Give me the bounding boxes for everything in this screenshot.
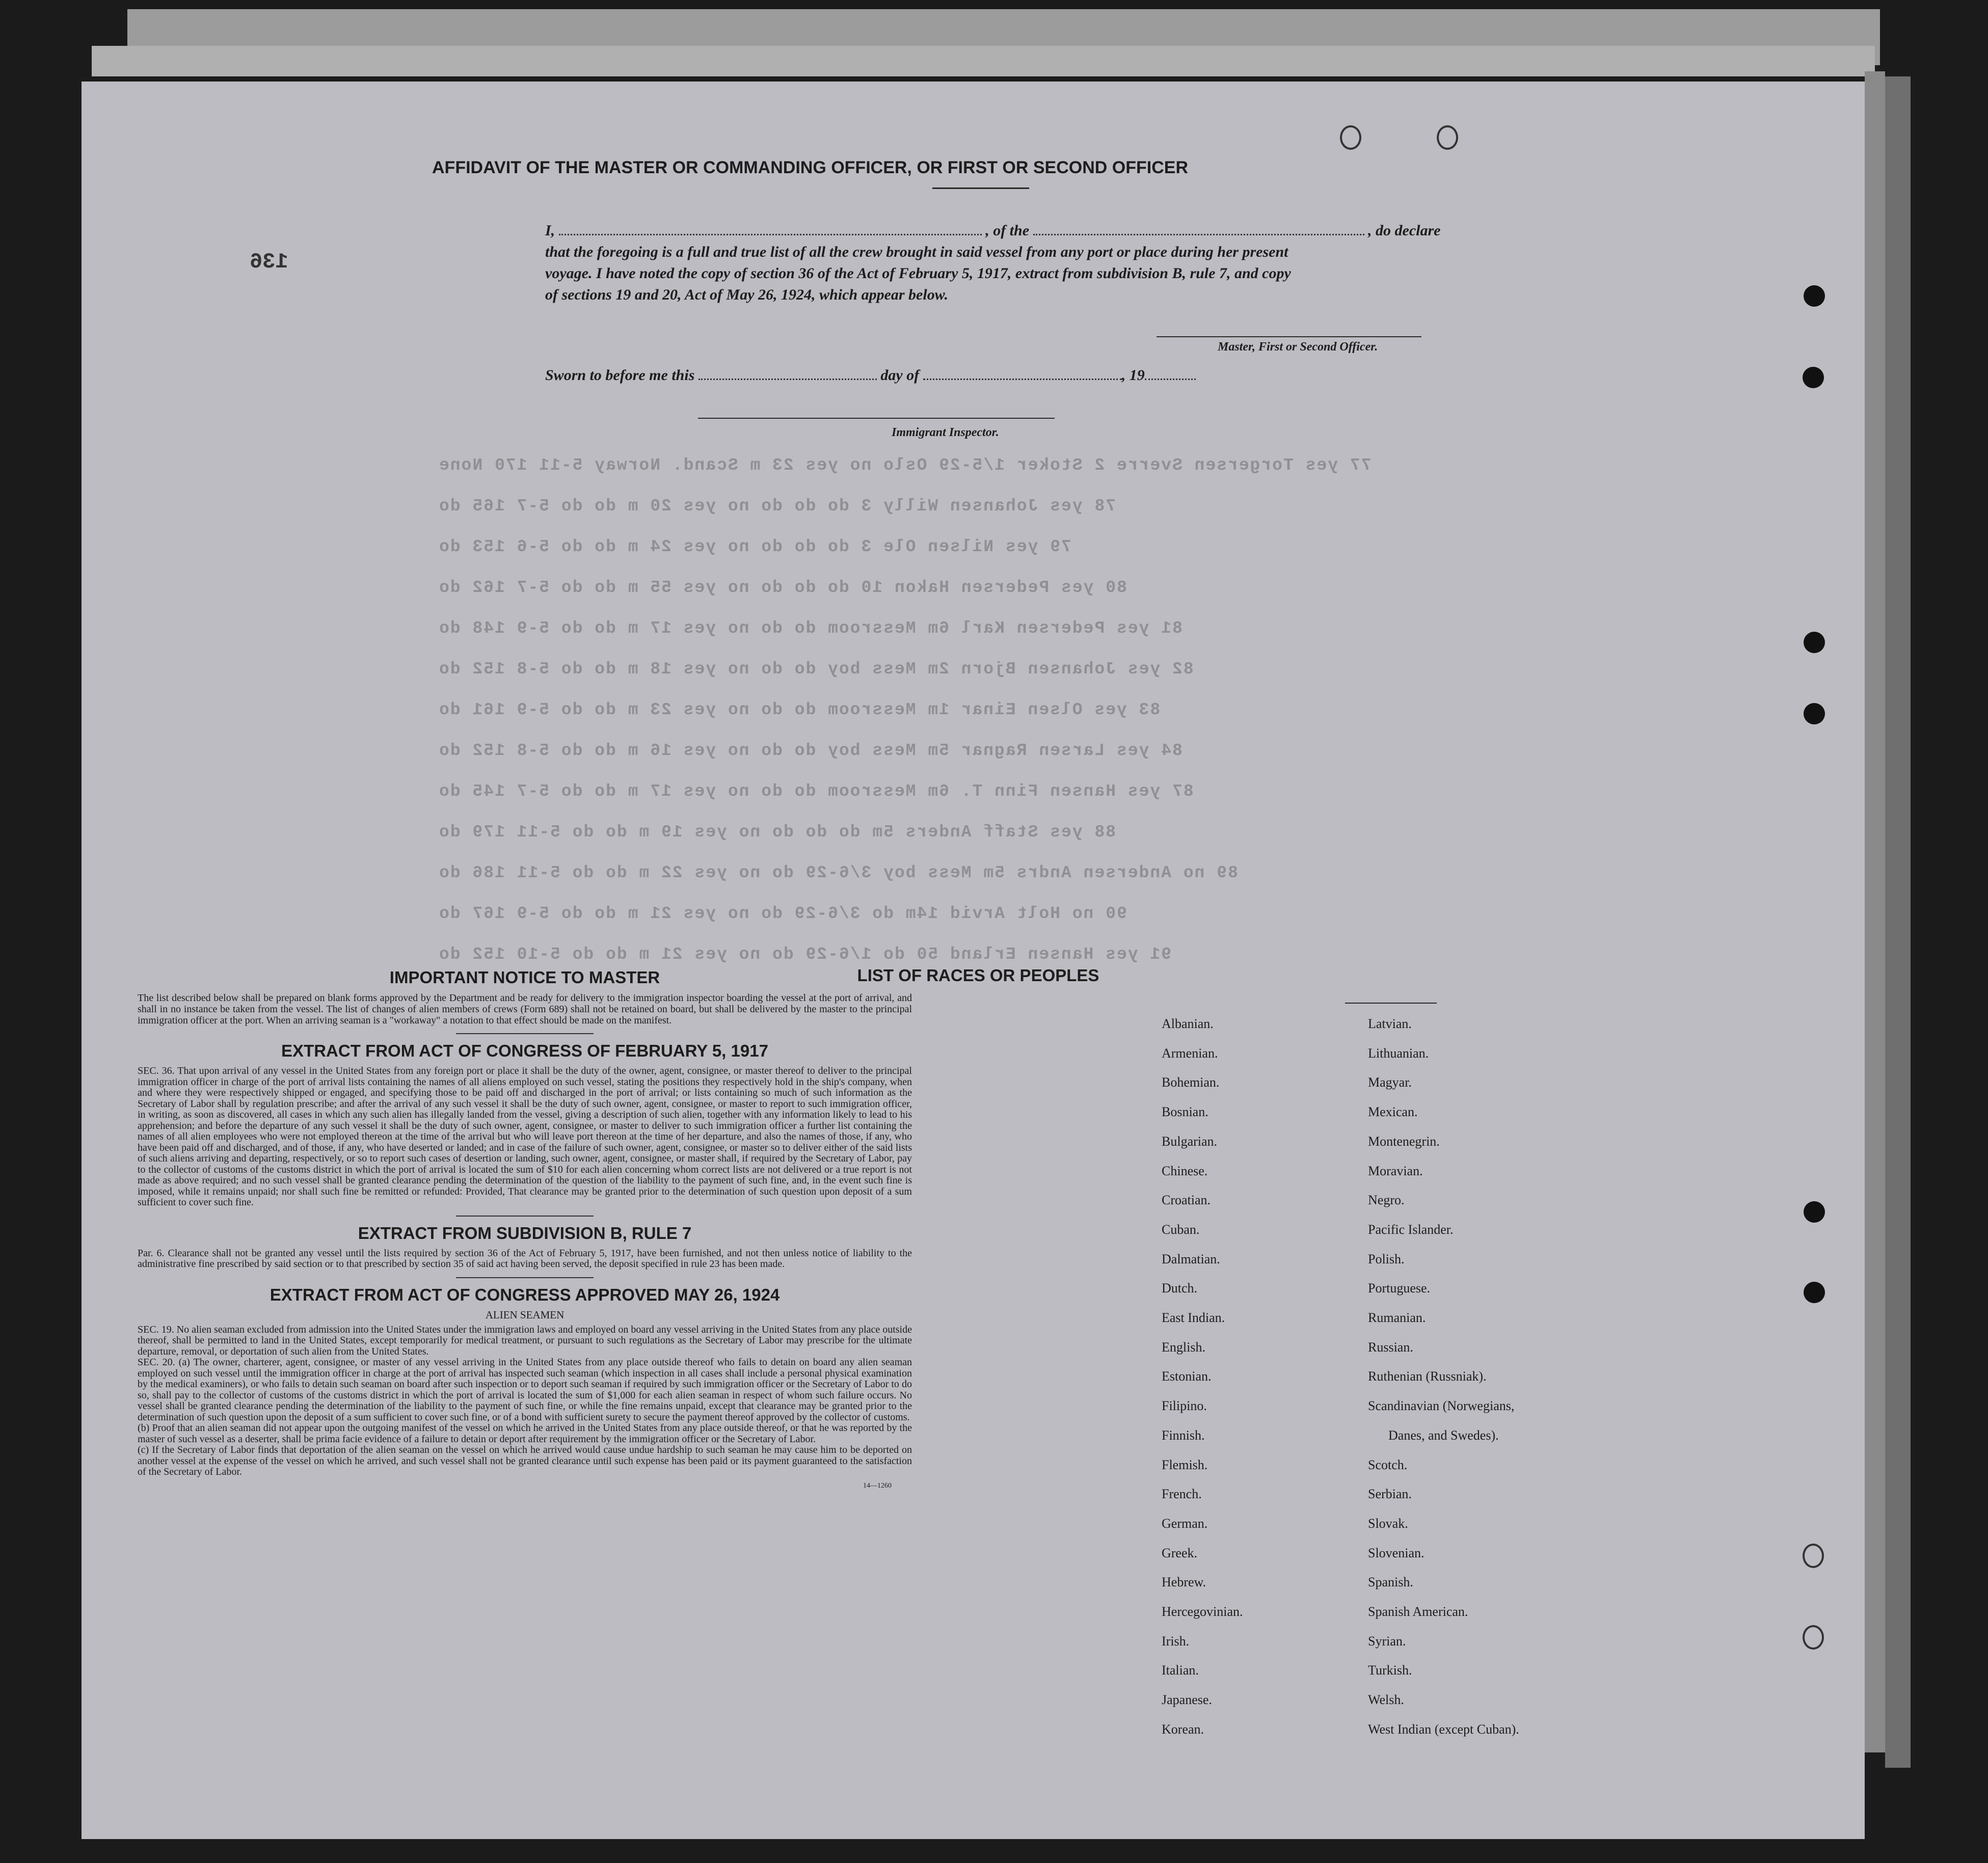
bleed-through-row: 78 yes Johansen Willy 3 do do do no yes 20 m do do 5-7 165 do <box>438 497 1116 516</box>
race-entry: Montenegrin. <box>1368 1133 1440 1149</box>
binding-hole <box>1804 632 1825 653</box>
races-heading: LIST OF RACES OR PEOPLES <box>857 966 1099 985</box>
race-entry: Filipino. <box>1162 1398 1207 1414</box>
bleed-through-row: 83 yes Olsen Einar 1m Messroom do do no yes 23 m do do 5-9 161 do <box>438 700 1161 719</box>
race-entry: Dutch. <box>1162 1281 1198 1296</box>
race-entry: German. <box>1162 1516 1208 1531</box>
bleed-through-row: 82 yes Johansen Bjorn 2m Mess boy do do no yes 18 m do do 5-8 152 do <box>438 660 1194 679</box>
race-entry: East Indian. <box>1162 1310 1225 1325</box>
affidavit-title: AFFIDAVIT OF THE MASTER OR COMMANDING OFFICER, OR FIRST OR SECOND OFFICER <box>432 158 1188 177</box>
race-entry: Russian. <box>1368 1339 1413 1355</box>
race-entry: Chinese. <box>1162 1163 1208 1178</box>
inspector-signature-line <box>698 418 1055 419</box>
bleed-through-row: 88 yes Staff Anders 5m do do do no yes 19 m do do 5-11 179 do <box>438 823 1116 842</box>
race-entry: Ruthenian (Russniak). <box>1368 1369 1487 1384</box>
extract-1917-text: SEC. 36. That upon arrival of any vessel in the United States from any foreign port or place it shall be the duty of the owner, agent, consignee, or master thereof to deliver to the principal immigration officer in charge of the port of arrival lists containing the names of all aliens employed on such vessel, stating the positions they respectively hold in the ship's company, when and where they were respectively shipped or engaged, and specifying those to be paid off and discharged in the port of arrival; or lists containing so much of such information as the Secretary of Labor shall by regulation prescribe; and after the arrival of any such vessel it shall be the duty of such owner, agent, consignee, or master to report to such immigration officer, in writing, as soon as discovered, all cases in which any such alien has illegally landed from the vessel, giving a description of such alien, together with any information likely to lead to his apprehension; and before the departure of any such vessel it shall be the duty of such owner, agent, consignee, or master to deliver to such immigration officer a further list containing the names of all alien employees who were not employed thereon at the time of the arrival but who will leave port thereon at the time of her departure, and also the names of those, if any, who have been paid off and discharged, and of those, if any, who have deserted or landed; and in case of the failure of such owner, agent, consignee, or master so to deliver either of the said lists of such aliens arriving and departing, respectively, or so to report such cases of desertion or landing, such owner, agent, consignee, or master shall, if required by the Secretary of Labor, pay to the collector of customs of the customs district in which the port of arrival is located the sum of $10 for each alien concerning whom correct lists are not delivered or a true report is not made as above required; and no such vessel shall be granted clearance pending the determination of the question of the liability to the payment of such fine, and, in the event such fine is imposed, while it remains unpaid; nor shall such fine be remitted or refunded: Provided, That clearance may be granted prior to the determination of such question upon deposit of a sum sufficient to cover such fine. <box>138 1065 912 1208</box>
signature-caption: Master, First or Second Officer. <box>1218 340 1378 354</box>
race-entry: Bosnian. <box>1162 1104 1208 1120</box>
race-entry: Bohemian. <box>1162 1075 1220 1090</box>
race-entry: Negro. <box>1368 1193 1405 1208</box>
affidavit-page <box>82 82 1865 1839</box>
bleed-through-row: 89 no Andersen Andrs 5m Mess boy 3/6-29 do no yes 22 m do do 5-11 186 do <box>438 863 1238 882</box>
race-entry: Slovenian. <box>1368 1545 1425 1560</box>
underlying-sheet <box>92 46 1875 76</box>
extract-rule7-text: Par. 6. Clearance shall not be granted any vessel until the lists required by section 36 of the Act of February 5, 1917, have been furnished, and not then unless notice of liability to the administrative fine prescribed by said section or to that prescribed by section 35 of said act having been served, the deposit specified in rule 23 has been made. <box>138 1247 912 1270</box>
bleed-through-row: 91 yes Hansen Erland 50 do 1/6-29 do no yes 21 m do do 5-10 152 do <box>438 945 1172 964</box>
race-entry: Turkish. <box>1368 1663 1412 1678</box>
race-entry: French. <box>1162 1487 1202 1502</box>
race-entry: Dalmatian. <box>1162 1251 1220 1266</box>
bleed-through-row: 81 yes Pedersen Karl 6m Messroom do do no yes 17 m do do 5-9 148 do <box>438 619 1183 638</box>
race-entry: Croatian. <box>1162 1193 1211 1208</box>
binding-hole <box>1804 703 1825 724</box>
race-entry: Finnish. <box>1162 1427 1205 1443</box>
bleed-through-row: 84 yes Larsen Ragnar 5m Mess boy do do no yes 16 m do do 5-8 152 do <box>438 741 1183 760</box>
form-code: 14—1260 <box>863 1481 892 1490</box>
race-entry: Polish. <box>1368 1251 1405 1266</box>
sworn-line: Sworn to before me this day of , 19 <box>545 367 1196 384</box>
extract-1924-subheading: ALIEN SEAMEN <box>485 1308 565 1321</box>
page-number: 136 <box>250 250 288 274</box>
important-notice-section <box>138 968 912 1490</box>
signature-line <box>1157 336 1421 337</box>
extract-1924-heading: EXTRACT FROM ACT OF CONGRESS APPROVED MAY 26, 1924 <box>270 1285 780 1304</box>
race-entry: Scotch. <box>1368 1457 1408 1472</box>
race-entry: Serbian. <box>1368 1487 1412 1502</box>
declaration-line-1: I, , of the , do declare <box>545 222 1441 239</box>
race-entry: Armenian. <box>1162 1045 1218 1061</box>
binding-hole <box>1804 285 1825 307</box>
extract-1924-sec20b: (b) Proof that an alien seaman did not appear upon the outgoing manifest of the vessel on which he arrived in the United States from any place outside thereof, or that he was reported by the master of such vessel as a deserter, shall be prima facie evidence of a failure to detain or deport after requirement by the immigration officer or the Secretary of Labor. <box>138 1422 912 1445</box>
race-entry: Pacific Islander. <box>1368 1222 1454 1237</box>
race-entry: Rumanian. <box>1368 1310 1426 1325</box>
bleed-through-row: 79 yes Nilsen Ole 3 do do do no yes 24 m do do 5-6 153 do <box>438 537 1071 556</box>
bleed-through-row: 77 yes Torgersen Sverre 2 Stoker 1/5-29 Oslo no yes 23 m Scand. Norway 5-11 170 None <box>438 456 1372 475</box>
extract-rule7-heading: EXTRACT FROM SUBDIVISION B, RULE 7 <box>358 1223 692 1243</box>
binding-ring <box>1437 125 1458 150</box>
declaration-line-4: of sections 19 and 20, Act of May 26, 1924, which appear below. <box>545 286 949 303</box>
race-entry: Irish. <box>1162 1633 1190 1649</box>
race-entry: Flemish. <box>1162 1457 1208 1472</box>
underlying-sheet-edge <box>1865 71 1885 1752</box>
binding-hole <box>1804 1201 1825 1223</box>
race-entry: Estonian. <box>1162 1369 1212 1384</box>
race-entry: Scandinavian (Norwegians, <box>1368 1398 1515 1414</box>
declaration-line-2: that the foregoing is a full and true list of all the crew brought in said vessel from any port or place during her present <box>545 244 1288 260</box>
race-entry: Magyar. <box>1368 1075 1412 1090</box>
race-entry: Danes, and Swedes). <box>1388 1427 1499 1443</box>
bleed-through-row: 87 yes Hansen Finn T. 6m Messroom do do no yes 17 m do do 5-7 145 do <box>438 782 1194 801</box>
divider <box>456 1033 594 1034</box>
race-entry: Bulgarian. <box>1162 1133 1218 1149</box>
divider <box>456 1277 594 1278</box>
race-entry: Albanian. <box>1162 1016 1214 1031</box>
notice-heading: IMPORTANT NOTICE TO MASTER <box>389 968 660 987</box>
extract-1917-heading: EXTRACT FROM ACT OF CONGRESS OF FEBRUARY 5, 1917 <box>281 1041 768 1060</box>
race-entry: Portuguese. <box>1368 1281 1431 1296</box>
bleed-through-row: 90 no Holt Arvid 14m do 3/6-29 do no yes 21 m do do 5-9 167 do <box>438 904 1127 923</box>
notice-text: The list described below shall be prepared on blank forms approved by the Department and be ready for delivery to the immigration inspector boarding the vessel at the port of arrival, and shall in no instance be taken from the vessel. The list of changes of alien members of crews (Form 689) shall not be retained on board, but shall be delivered by the master to the principal immigration officer at the port. When an arriving seaman is a "workaway" a notation to that effect should be made on the manifest. <box>138 992 912 1026</box>
extract-1924-sec20c: (c) If the Secretary of Labor finds that deportation of the alien seaman on the vessel on which he arrived would cause undue hardship to such seaman he may cause him to be deported on another vessel at the expense of the vessel on which he arrived, and such vessel shall not be granted clearance until such expense has been paid or its payment guaranteed to the satisfaction of the Secretary of Labor. <box>138 1444 912 1477</box>
binding-ring <box>1803 1544 1824 1568</box>
bleed-through-row: 80 yes Pedersen Hakon 10 do do do no yes 55 m do do 5-7 162 do <box>438 578 1127 597</box>
divider <box>456 1216 594 1217</box>
race-entry: Hebrew. <box>1162 1575 1206 1590</box>
race-entry: West Indian (except Cuban). <box>1368 1721 1519 1737</box>
race-entry: Syrian. <box>1368 1633 1406 1649</box>
race-entry: Hercegovinian. <box>1162 1604 1243 1619</box>
race-entry: Cuban. <box>1162 1222 1200 1237</box>
race-entry: Moravian. <box>1368 1163 1423 1178</box>
underlying-sheet-edge <box>1885 76 1911 1768</box>
race-entry: Slovak. <box>1368 1516 1408 1531</box>
race-entry: Spanish American. <box>1368 1604 1468 1619</box>
race-entry: Latvian. <box>1368 1016 1412 1031</box>
race-entry: Japanese. <box>1162 1692 1212 1708</box>
binding-ring <box>1340 125 1361 150</box>
extract-1924-sec19: SEC. 19. No alien seaman excluded from admission into the United States under the immigration laws and employed on board any vessel arriving in the United States from any place outside thereof, shall be permitted to land in the United States, except temporarily for medical treatment, or pursuant to such regulations as the Secretary of Labor may prescribe for the ultimate departure, removal, or deportation of such alien from the United States. <box>138 1324 912 1357</box>
race-entry: Lithuanian. <box>1368 1045 1429 1061</box>
extract-1924-sec20a: SEC. 20. (a) The owner, charterer, agent, consignee, or master of any vessel arriving in the United States from any place outside thereof who fails to detain on board any alien seaman employed on such vessel until the immigration officer in charge at the port of arrival has inspected such seaman (which inspection in all cases shall include a personal physical examination by the medical examiners), or who fails to detain such seaman on board after such inspection or to deport such seaman if required by such immigration officer or the Secretary of Labor to do so, shall pay to the collector of customs of the customs district in which the port of arrival is located the sum of $1,000 for each alien seaman in respect of whom such failure occurs. No vessel shall be granted clearance pending the determination of the liability to the payment of such fine, or while the fine remains unpaid, except that clearance may be granted prior to the determination of such question upon the deposit of a sum sufficient to cover such fine, or of a bond with sufficient surety to secure the payment thereof approved by the collector of customs. <box>138 1357 912 1423</box>
inspector-caption: Immigrant Inspector. <box>892 426 999 439</box>
binding-hole <box>1803 367 1824 388</box>
race-entry: English. <box>1162 1339 1205 1355</box>
race-entry: Welsh. <box>1368 1692 1404 1708</box>
race-entry: Spanish. <box>1368 1575 1413 1590</box>
binding-ring <box>1803 1625 1824 1650</box>
race-entry: Mexican. <box>1368 1104 1418 1120</box>
binding-hole <box>1804 1282 1825 1303</box>
divider <box>932 187 1029 189</box>
declaration-line-3: voyage. I have noted the copy of section 36 of the Act of February 5, 1917, extract from subdivision B, rule 7, and copy <box>545 265 1291 282</box>
race-entry: Italian. <box>1162 1663 1199 1678</box>
race-entry: Greek. <box>1162 1545 1198 1560</box>
race-entry: Korean. <box>1162 1721 1204 1737</box>
divider <box>1345 1003 1437 1004</box>
